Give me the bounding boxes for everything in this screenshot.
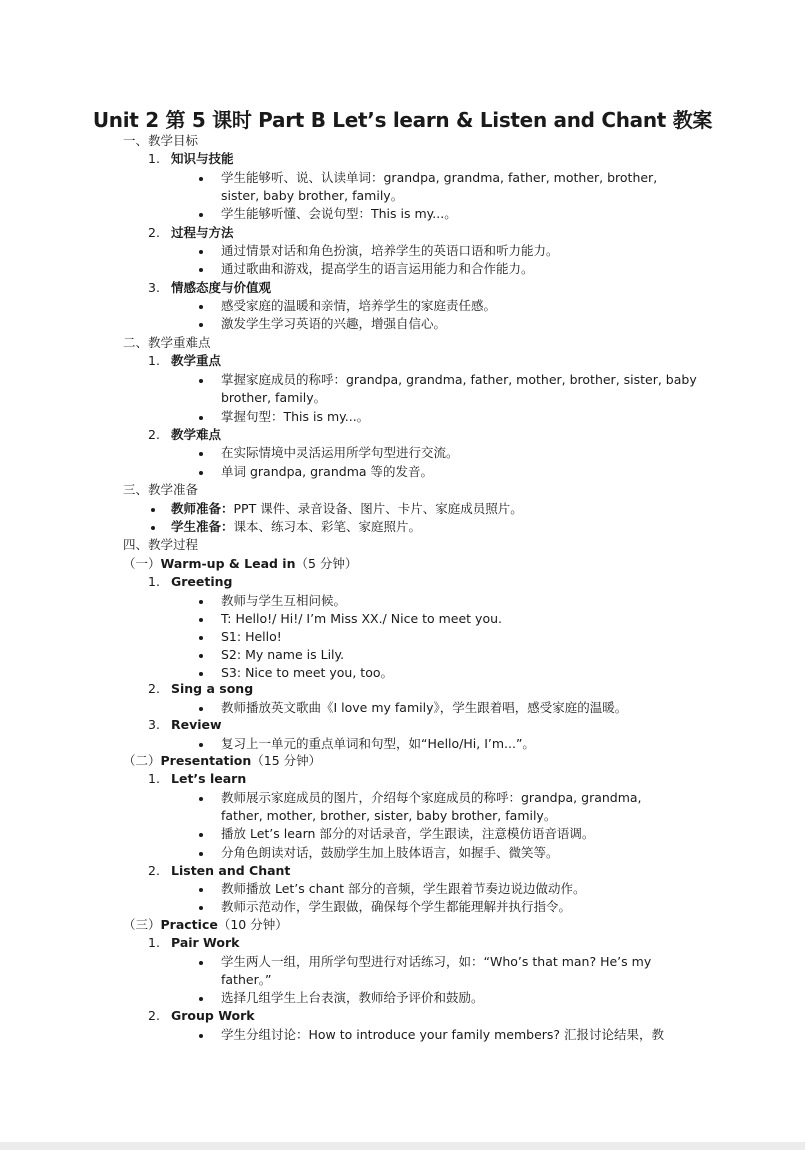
list-item: 分角色朗读对话，鼓励学生加上肢体语言，如握手、微笑等。 bbox=[221, 845, 559, 860]
list-number: 2. bbox=[148, 1008, 160, 1023]
item-text: PPT 课件、录音设备、图片、卡片、家庭成员照片。 bbox=[233, 501, 523, 516]
subheading-difficulties: 教学难点 bbox=[171, 427, 222, 442]
bullet-icon bbox=[199, 250, 203, 254]
bullet-icon bbox=[199, 471, 203, 475]
list-item-teacher-prep bbox=[171, 500, 523, 518]
list-number: 1. bbox=[148, 353, 160, 368]
list-item: 掌握家庭成员的称呼：grandpa, grandma, father, mother, brother, sister, baby bbox=[221, 372, 697, 387]
subheading-review: Review bbox=[171, 717, 222, 732]
list-item: 播放 Let’s learn 部分的对话录音，学生跟读，注意模仿语音语调。 bbox=[221, 826, 595, 841]
phase-heading-presentation bbox=[123, 752, 321, 770]
list-item-student-prep bbox=[171, 518, 421, 536]
phase-heading-warmup bbox=[123, 555, 357, 573]
bullet-icon bbox=[199, 797, 203, 801]
list-item: S1: Hello! bbox=[221, 629, 282, 644]
list-item: 选择几组学生上台表演，教师给予评价和鼓励。 bbox=[221, 990, 484, 1005]
section-heading-key-points: 二、教学重难点 bbox=[123, 335, 211, 350]
subheading-key-focus: 教学重点 bbox=[171, 353, 222, 368]
list-item: 单词 grandpa, grandma 等的发音。 bbox=[221, 464, 434, 479]
list-item: S3: Nice to meet you, too。 bbox=[221, 665, 393, 680]
bullet-icon bbox=[199, 906, 203, 910]
bullet-icon bbox=[199, 600, 203, 604]
phase-title: Practice bbox=[160, 917, 218, 932]
bullet-icon bbox=[199, 618, 203, 622]
bullet-icon bbox=[199, 416, 203, 420]
list-item: 教师播放 Let’s chant 部分的音频，学生跟着节奏边说边做动作。 bbox=[221, 881, 586, 896]
section-heading-preparation: 三、教学准备 bbox=[123, 482, 199, 497]
bullet-icon bbox=[199, 833, 203, 837]
phase-time: （5 分钟） bbox=[295, 556, 358, 571]
bullet-icon bbox=[199, 852, 203, 856]
bullet-icon bbox=[199, 305, 203, 309]
list-item: 掌握句型：This is my...。 bbox=[221, 409, 370, 424]
list-number: 2. bbox=[148, 427, 160, 442]
list-item: 感受家庭的温暖和亲情，培养学生的家庭责任感。 bbox=[221, 298, 497, 313]
phase-time: （15 分钟） bbox=[251, 753, 322, 768]
item-label: 教师准备： bbox=[171, 501, 234, 516]
bullet-icon bbox=[151, 526, 155, 530]
subheading-group-work: Group Work bbox=[171, 1008, 255, 1023]
bullet-icon bbox=[199, 177, 203, 181]
list-number: 2. bbox=[148, 681, 160, 696]
subheading-listen-chant: Listen and Chant bbox=[171, 863, 291, 878]
list-number: 1. bbox=[148, 935, 160, 950]
subheading-pair-work: Pair Work bbox=[171, 935, 240, 950]
phase-heading-practice bbox=[123, 916, 288, 934]
bullet-icon bbox=[199, 997, 203, 1001]
page-title: Unit 2 第 5 课时 Part B Let’s learn & Listen and Chant 教案 bbox=[92, 108, 713, 132]
list-number: 2. bbox=[148, 863, 160, 878]
bullet-icon bbox=[199, 654, 203, 658]
list-item: 学生能够听懂、会说句型：This is my...。 bbox=[221, 206, 457, 221]
list-item: 学生两人一组，用所学句型进行对话练习，如：“Who’s that man? He’s my bbox=[221, 954, 652, 969]
bullet-icon bbox=[199, 743, 203, 747]
list-item: 教师展示家庭成员的图片，介绍每个家庭成员的称呼：grandpa, grandma, bbox=[221, 790, 642, 805]
list-number: 1. bbox=[148, 771, 160, 786]
list-item: 教师示范动作，学生跟做，确保每个学生都能理解并执行指令。 bbox=[221, 899, 572, 914]
subheading-greeting: Greeting bbox=[171, 574, 233, 589]
bullet-icon bbox=[199, 707, 203, 711]
phase-prefix: （一） bbox=[123, 556, 161, 571]
list-item: 学生分组讨论：How to introduce your family members? 汇报讨论结果，教 bbox=[221, 1027, 665, 1042]
list-number: 1. bbox=[148, 151, 160, 166]
list-number: 2. bbox=[148, 225, 160, 240]
bullet-icon bbox=[199, 672, 203, 676]
bullet-icon bbox=[199, 1034, 203, 1038]
list-item: 通过情景对话和角色扮演，培养学生的英语口语和听力能力。 bbox=[221, 243, 559, 258]
subheading-process: 过程与方法 bbox=[171, 225, 234, 240]
bullet-icon bbox=[199, 268, 203, 272]
bullet-icon bbox=[151, 508, 155, 512]
list-item-continued: father, mother, brother, sister, baby brother, family。 bbox=[221, 808, 557, 823]
bullet-icon bbox=[199, 323, 203, 327]
item-label: 学生准备： bbox=[171, 519, 234, 534]
list-item: 在实际情境中灵活运用所学句型进行交流。 bbox=[221, 445, 459, 460]
bullet-icon bbox=[199, 452, 203, 456]
list-item: 教师与学生互相问候。 bbox=[221, 593, 347, 608]
item-text: 课本、练习本、彩笔、家庭照片。 bbox=[233, 519, 422, 534]
list-item: 教师播放英文歌曲《I love my family》，学生跟着唱，感受家庭的温暖。 bbox=[221, 700, 628, 715]
list-item: T: Hello!/ Hi!/ I’m Miss XX./ Nice to meet you. bbox=[221, 611, 502, 626]
bullet-icon bbox=[199, 961, 203, 965]
list-number: 1. bbox=[148, 574, 160, 589]
list-item: S2: My name is Lily. bbox=[221, 647, 345, 662]
phase-prefix: （三） bbox=[123, 917, 161, 932]
list-item: 复习上一单元的重点单词和句型，如“Hello/Hi, I’m...”。 bbox=[221, 736, 535, 751]
bullet-icon bbox=[199, 379, 203, 383]
bullet-icon bbox=[199, 213, 203, 217]
list-number: 3. bbox=[148, 280, 160, 295]
list-item-continued: sister, baby brother, family。 bbox=[221, 188, 404, 203]
list-number: 3. bbox=[148, 717, 160, 732]
bullet-icon bbox=[199, 636, 203, 640]
subheading-sing-song: Sing a song bbox=[171, 681, 254, 696]
section-heading-procedure: 四、教学过程 bbox=[123, 537, 199, 552]
list-item-continued: brother, family。 bbox=[221, 390, 327, 405]
phase-prefix: （二） bbox=[123, 753, 161, 768]
section-heading-objectives: 一、教学目标 bbox=[123, 133, 199, 148]
list-item: 通过歌曲和游戏，提高学生的语言运用能力和合作能力。 bbox=[221, 261, 534, 276]
subheading-knowledge: 知识与技能 bbox=[171, 151, 234, 166]
list-item-continued: father。” bbox=[221, 972, 272, 987]
phase-title: Presentation bbox=[160, 753, 252, 768]
list-item: 激发学生学习英语的兴趣，增强自信心。 bbox=[221, 316, 447, 331]
phase-title: Warm-up & Lead in bbox=[160, 556, 296, 571]
bullet-icon bbox=[199, 888, 203, 892]
subheading-attitude: 情感态度与价值观 bbox=[171, 280, 272, 295]
phase-time: （10 分钟） bbox=[217, 917, 288, 932]
subheading-lets-learn: Let’s learn bbox=[171, 771, 247, 786]
list-item: 学生能够听、说、认读单词：grandpa, grandma, father, mother, brother, bbox=[221, 170, 658, 185]
